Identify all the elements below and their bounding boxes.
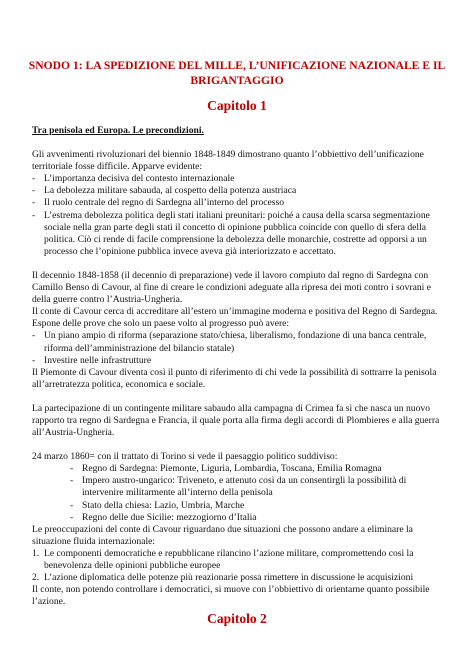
paragraph: Il conte di Cavour cerca di accreditare all’estero un’immagine moderna e positiva del Regno di Sardegna. Espone delle prove che solo un paese volto al progresso può avere:: [32, 306, 438, 330]
list-item: - Un piano ampio di riforma (separazione stato/chiesa, liberalismo, fondazione di una banca centrale, riforma dell’amministrazione del bilancio statale): [32, 330, 444, 354]
list-item: - Impero austro-ungarico: Triveneto, e attenuto così da un consentirgli la possibilità di intervenire militarmente all’interno della penisola: [70, 475, 444, 499]
paragraph: Il Piemonte di Cavour diventa così il punto di riferimento di chi vede la possibilità di sottrarre la penisola all’arretratezza politica, economica e sociale.: [32, 366, 437, 390]
list-item: - L’estrema debolezza politica degli stati italiani preunitari: poiché a causa della scarsa segmentazione sociale nella gran parte degli stati il concetto di opinione pubblica coincide con quello di sfera della politica. Ciò ci rende di facile comprensione la debolezza delle monarchie, costrette ad opporsi a un processo che l’opinione pubblica invece aveva già interiorizzato e accettato.: [32, 210, 444, 258]
list-item: - Regno di Sardegna: Piemonte, Liguria, Lombardia, Toscana, Emilia Romagna: [70, 463, 444, 475]
paragraph: Il decennio 1848-1858 (il decennio di preparazione) vede il lavoro compiuto dal regno di Sardegna con Camillo Benso di Cavour, al fine di creare le condizioni adeguate alla ripresa dei moti contro i sovrani e della guerre contro l’Austria-Ungheria.: [32, 269, 431, 306]
paragraph: Il conte, non potendo controllare i democratici, si muove con l’obbiettivo di orientarne quanto possibile l’azione.: [32, 584, 430, 608]
list-item-text: L’azione diplomatica delle potenze più reazionarie possa rimettere in discussione le acquisizioni: [44, 572, 414, 584]
section-heading: Tra penisola ed Europa. Le precondizioni.: [32, 125, 204, 136]
list-preoccupazioni: [32, 548, 444, 584]
document-body: [32, 125, 444, 608]
list-prove: [32, 330, 444, 366]
list-item-text: Le componenti democratiche e repubblicane rilancino l’azione militare, compromettendo così la benevolenza delle opinioni pubbliche europee: [44, 547, 414, 571]
chapter-1-heading: Capitolo 1: [207, 98, 267, 113]
list-item: - Investire nelle infrastrutture: [32, 355, 444, 367]
list-item: - Il ruolo centrale del regno di Sardegna all’interno del processo: [32, 197, 444, 209]
list-item: - Regno delle due Sicilie: mezzogiorno d’Italia: [70, 512, 444, 524]
list-trattato-torino: [32, 463, 444, 523]
list-item: [32, 572, 444, 584]
paragraph: La partecipazione di un contingente militare sabaudo alla campagna di Crimea fa sì che nasca un nuovo rapporto tra regno di Sardegna e Francia, il quale porta alla firma degli accordi di Plombieres e alla guerra all’Austria-Ungheria.: [32, 402, 440, 439]
list-number: 1.: [32, 547, 40, 559]
list-item: - La debolezza militare sabauda, al cospetto della potenza austriaca: [32, 185, 444, 197]
document-title: SNODO 1: LA SPEDIZIONE DEL MILLE, L’UNIFICAZIONE NAZIONALE E IL BRIGANTAGGIO: [28, 59, 446, 87]
chapter-2-heading: Capitolo 2: [207, 611, 267, 626]
list-precondizioni: [32, 173, 444, 258]
paragraph: 24 marzo 1860= con il trattato di Torino si vede il paesaggio politico suddiviso:: [32, 451, 338, 463]
list-item: - L’importanza decisiva del contesto internazionale: [32, 173, 444, 185]
list-item: [32, 548, 444, 572]
paragraph: Le preoccupazioni del conte di Cavour riguardano due situazioni che possono andare a eliminare la situazione fluida internazionale:: [32, 523, 413, 547]
list-number: 2.: [32, 572, 40, 584]
paragraph: Gli avvenimenti rivoluzionari del biennio 1848-1849 dimostrano quanto l’obbiettivo dell’unificazione territoriale fosse difficile. Apparve evidente:: [32, 149, 424, 173]
list-item: - Stato della chiesa: Lazio, Umbria, Marche: [70, 500, 444, 512]
